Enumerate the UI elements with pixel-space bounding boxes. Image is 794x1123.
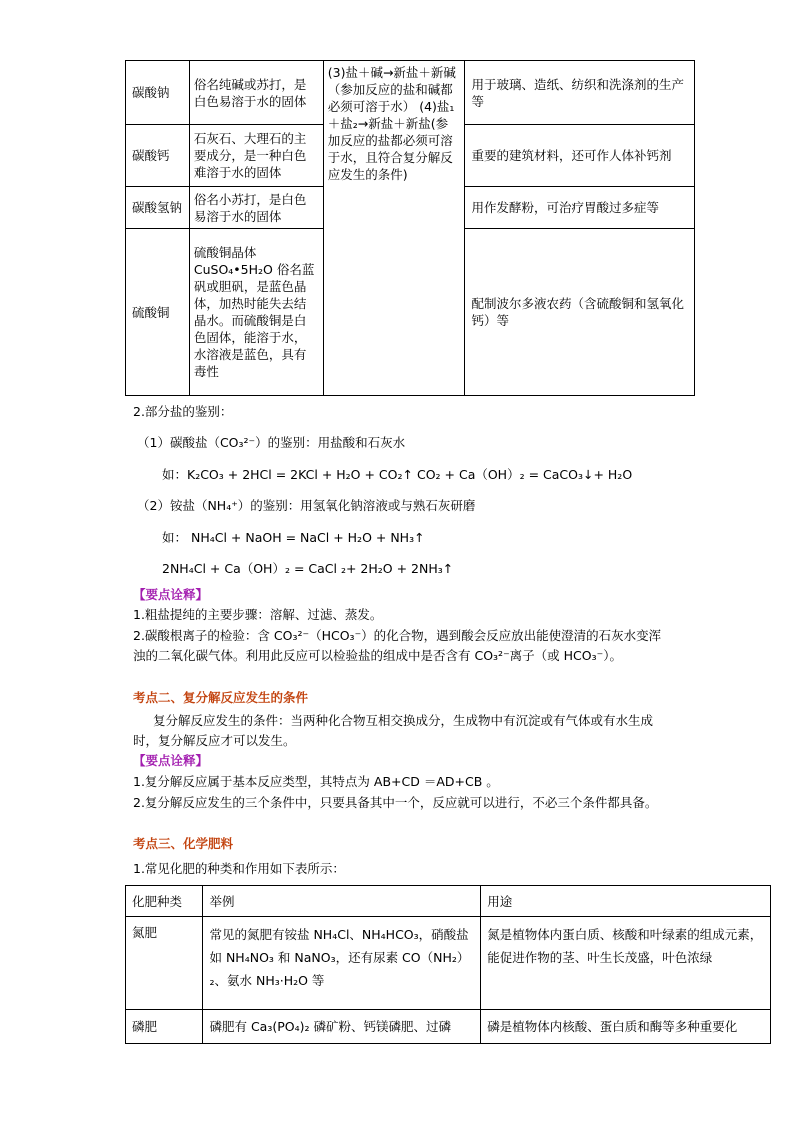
table-header-row bbox=[126, 886, 771, 917]
salt-properties: 俗名纯碱或苏打，是白色易溶于水的固体 bbox=[189, 61, 323, 125]
note-item: 1.粗盐提纯的主要步骤：溶解、过滤、蒸发。 bbox=[133, 607, 383, 622]
identification-heading: 2.部分盐的鉴别： bbox=[133, 404, 233, 419]
salt-properties: 石灰石、大理石的主要成分，是一种白色难溶于水的固体 bbox=[189, 125, 323, 187]
fertilizer-example: 常见的氮肥有铵盐 NH₄Cl、NH₄HCO₃，硝酸盐如 NH₄NO₃ 和 NaNO₃，还有尿素 CO（NH₂）₂、氨水 NH₃·H₂O 等 bbox=[203, 917, 481, 1010]
salt-name: 碳酸氢钠 bbox=[126, 187, 190, 229]
reaction-rules: (3)盐＋碱→新盐＋新碱（参加反应的盐和碱都必须可溶于水） (4)盐₁＋盐₂→新盐＋新盐(参加反应的盐都必须可溶于水，且符合复分解反应发生的条件) bbox=[323, 61, 465, 396]
table-row bbox=[126, 917, 771, 1010]
fertilizer-type: 磷肥 bbox=[126, 1010, 203, 1044]
salt-use: 用作发酵粉，可治疗胃酸过多症等 bbox=[465, 187, 695, 229]
section-body: 复分解反应发生的条件：当两种化合物互相交换成分，生成物中有沉淀或有气体或有水生成时，复分解反应才可以发生。 bbox=[133, 713, 654, 748]
carbonate-example: 如：K₂CO₃ + 2HCl = 2KCl + H₂O + CO₂↑ CO₂ + Ca（OH）₂ = CaCO₃↓+ H₂O bbox=[162, 467, 633, 482]
section-title: 考点三、化学肥料 bbox=[133, 836, 234, 851]
salt-properties: 俗名小苏打，是白色易溶于水的固体 bbox=[189, 187, 323, 229]
note-item: 2.复分解反应发生的三个条件中，只要具备其中一个，反应就可以进行，不必三个条件都具备。 bbox=[133, 795, 658, 810]
salt-use: 用于玻璃、造纸、纺织和洗涤剂的生产等 bbox=[465, 61, 695, 125]
column-header: 化肥种类 bbox=[126, 886, 203, 917]
section-title: 考点二、复分解反应发生的条件 bbox=[133, 690, 309, 705]
notes-label: 【要点诠释】 bbox=[133, 753, 209, 768]
column-header: 举例 bbox=[203, 886, 481, 917]
salt-use: 重要的建筑材料，还可作人体补钙剂 bbox=[465, 125, 695, 187]
note-item: 2.碳酸根离子的检验：含 CO₃²⁻（HCO₃⁻）的化合物，遇到酸会反应放出能使澄清的石灰水变浑浊的二氧化碳气体。利用此反应可以检验盐的组成中是否含有 CO₃²⁻离子（或 HCO₃⁻）。 bbox=[133, 628, 662, 663]
notes-label: 【要点诠释】 bbox=[133, 587, 209, 602]
fertilizer-use: 磷是植物体内核酸、蛋白质和酶等多种重要化 bbox=[481, 1010, 771, 1044]
ammonium-example-2: 2NH₄Cl + Ca（OH）₂ = CaCl ₂+ 2H₂O + 2NH₃↑ bbox=[162, 561, 454, 576]
salts-table bbox=[125, 60, 695, 396]
ammonium-identification: （2）铵盐（NH₄⁺）的鉴别：用氢氧化钠溶液或与熟石灰研磨 bbox=[137, 498, 476, 513]
carbonate-identification: （1）碳酸盐（CO₃²⁻）的鉴别：用盐酸和石灰水 bbox=[137, 435, 406, 450]
note-item: 1.复分解反应属于基本反应类型，其特点为 AB+CD ＝AD+CB 。 bbox=[133, 774, 499, 789]
ammonium-example-1: 如： NH₄Cl + NaOH = NaCl + H₂O + NH₃↑ bbox=[162, 530, 425, 545]
table-row bbox=[126, 1010, 771, 1044]
salt-name: 硫酸铜 bbox=[126, 229, 190, 396]
section-intro: 1.常见化肥的种类和作用如下表所示： bbox=[133, 861, 345, 876]
salt-name: 碳酸钠 bbox=[126, 61, 190, 125]
salt-name: 碳酸钙 bbox=[126, 125, 190, 187]
fertilizer-example: 磷肥有 Ca₃(PO₄)₂ 磷矿粉、钙镁磷肥、过磷 bbox=[203, 1010, 481, 1044]
fertilizer-use: 氮是植物体内蛋白质、核酸和叶绿素的组成元素，能促进作物的茎、叶生长茂盛，叶色浓绿 bbox=[481, 917, 771, 1010]
salt-use: 配制波尔多液农药（含硫酸铜和氢氧化钙）等 bbox=[465, 229, 695, 396]
salt-properties: 硫酸铜晶体 CuSO₄•5H₂O 俗名蓝矾或胆矾，是蓝色晶体，加热时能失去结晶水。而硫酸铜是白色固体，能溶于水，水溶液是蓝色，具有毒性 bbox=[189, 229, 323, 396]
table-row bbox=[126, 61, 695, 125]
fertilizer-type: 氮肥 bbox=[126, 917, 203, 1010]
fertilizer-table bbox=[125, 885, 771, 1044]
column-header: 用途 bbox=[481, 886, 771, 917]
